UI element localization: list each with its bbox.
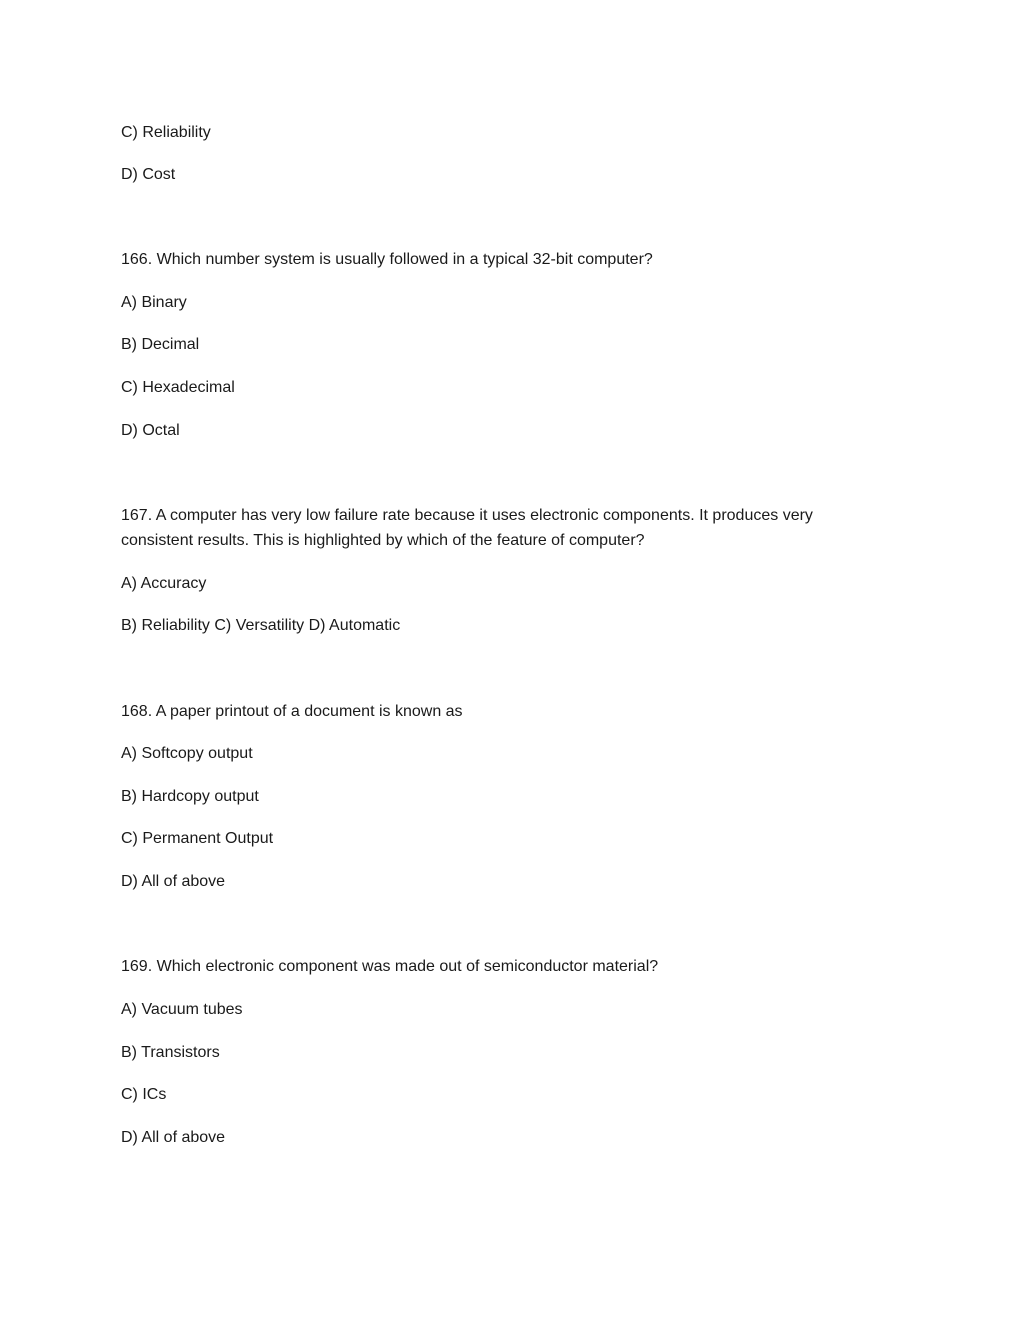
question-166-option-b: B) Decimal [121,336,200,353]
option-c: C) Reliability [121,124,211,141]
question-166-option-c: C) Hexadecimal [121,379,235,396]
question-168-option-d: D) All of above [121,873,226,890]
question-166-option-d: D) Octal [121,422,180,439]
question-169-option-b: B) Transistors [121,1044,220,1061]
question-167-option-a: A) Accuracy [121,575,207,592]
question-166-option-a: A) Binary [121,294,187,311]
question-167-text: 167. A computer has very low failure rate because it uses electronic components. It produces very consistent results. This is highlighted by which of the feature of computer? [121,507,813,549]
question-169-option-d: D) All of above [121,1129,226,1146]
question-169-option-c: C) ICs [121,1086,167,1103]
question-169-option-a: A) Vacuum tubes [121,1001,243,1018]
option-d: D) Cost [121,166,176,183]
question-167-options-bcd: B) Reliability C) Versatility D) Automatic [121,617,401,634]
question-168-option-a: A) Softcopy output [121,745,253,762]
question-166-text: 166. Which number system is usually followed in a typical 32-bit computer? [121,251,653,268]
question-168-option-c: C) Permanent Output [121,830,274,847]
question-168-text: 168. A paper printout of a document is known as [121,703,463,720]
question-169-text: 169. Which electronic component was made out of semiconductor material? [121,958,659,975]
question-168-option-b: B) Hardcopy output [121,788,259,805]
